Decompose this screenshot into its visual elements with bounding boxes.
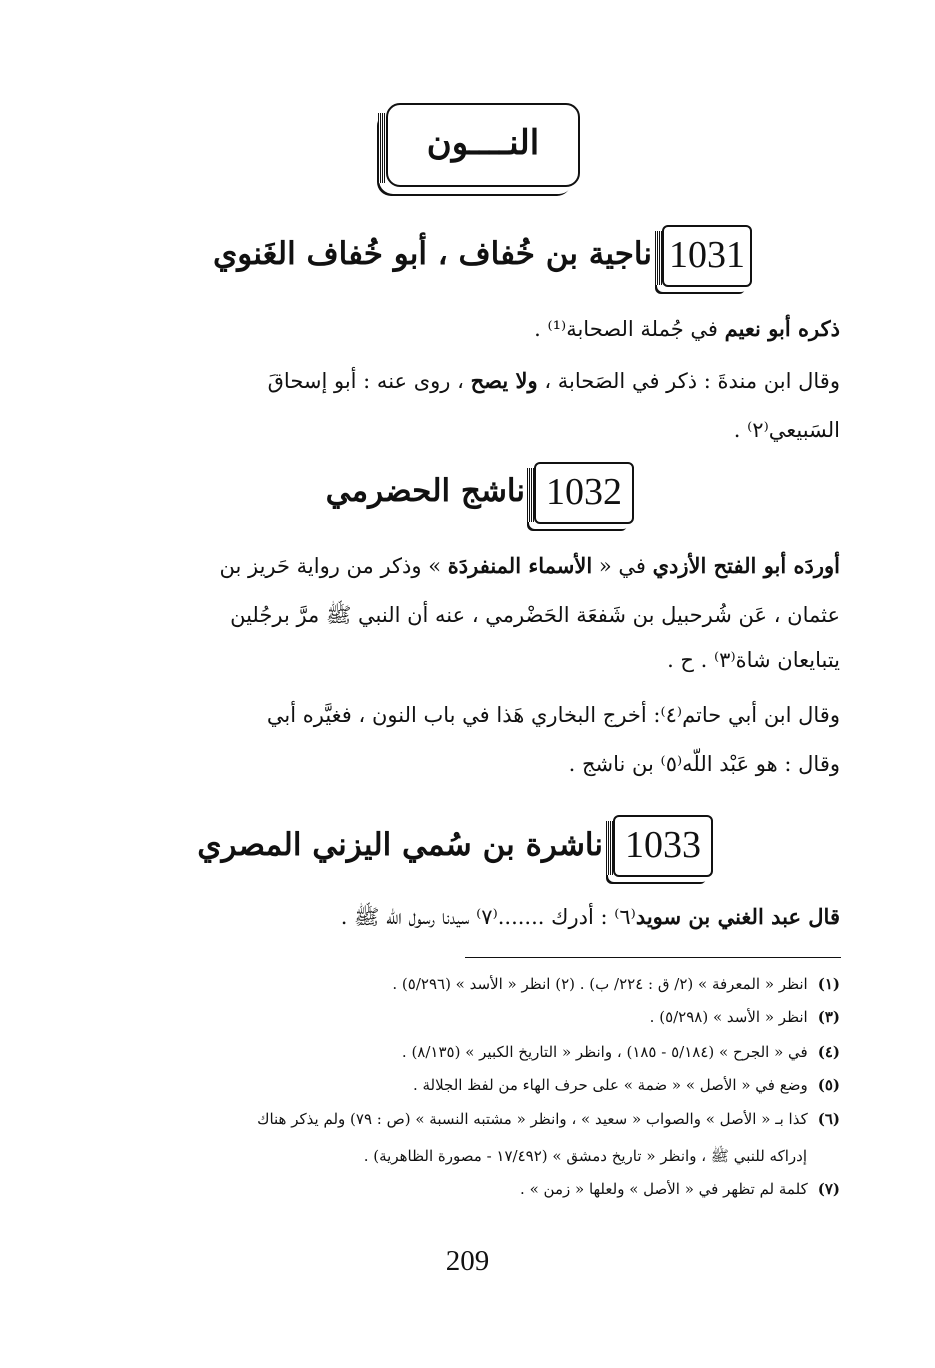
footnote	[520, 1180, 840, 1198]
footnote-number: (٧)	[817, 1180, 840, 1198]
text-line	[267, 703, 840, 727]
footnote-number: (٦)	[817, 1110, 840, 1128]
footnote-text: وضع في « الأصل » « ضمة » على حرف الهاء من لفظ الجلالة .	[412, 1076, 808, 1094]
entry-number-box	[534, 462, 634, 524]
entry-number: 1031	[669, 234, 745, 276]
text-line	[219, 553, 840, 578]
bold-phrase: ذكره أبو نعيم	[724, 316, 840, 341]
entry-number: 1032	[546, 471, 622, 513]
section-title: النــــون	[426, 123, 540, 163]
entry-title: ناشج الحضرمي	[325, 473, 525, 509]
entry-title: ناجية بن خُفاف ، أبو خُفاف الغَنوي	[213, 236, 652, 272]
entry-title: ناشرة بن سُمي اليزني المصري	[197, 827, 603, 863]
text-run: ، روى عنه : أبو إسحاقَ	[267, 369, 471, 393]
footnote	[402, 1043, 840, 1061]
bold-phrase: أوردَه أبو الفتح الأزدي	[652, 553, 840, 578]
bold-phrase: قال عبد الغني بن سويد	[635, 904, 840, 929]
footnote-text: إدراكه للنبي ﷺ ، وانظر « تاريخ دمشق » (١٧/٤٩٢ - مصورة الظاهرية) .	[363, 1147, 807, 1165]
footnote-number: (٣)	[817, 1008, 840, 1026]
footnote-text: كذا بـ « الأصل » والصواب « سعيد » ، وانظر « مشتبه النسبة » (ص : ٧٩) ولم يذكر هناك	[257, 1110, 808, 1128]
text-run: وقال : هو عَبْد اللّه⁽٥⁾ بن ناشج .	[568, 752, 840, 776]
entry-number-box	[613, 815, 713, 877]
footnote-text: انظر « المعرفة » (٢/ ق : ٢٢٤/ ب) . (٢) انظر « الأسد » (٥/٢٩٦) .	[392, 975, 808, 993]
text-line	[341, 904, 840, 935]
box-shadow-stripe	[606, 821, 613, 875]
box-shadow-stripe	[378, 113, 386, 183]
text-run: » وذكر من رواية حَريز بن	[219, 554, 448, 578]
text-run: في جُملة الصحابة⁽¹⁾ .	[534, 317, 725, 341]
text-run: في «	[592, 554, 653, 578]
section-header-box	[386, 103, 580, 187]
footnote-text: انظر « الأسد » (٥/٢٩٨) .	[649, 1008, 808, 1026]
text-run: السَبيعي⁽٢⁾ .	[733, 418, 840, 442]
text-run: ⁽٦⁾ : أدرك .......⁽٧⁾ سيدنا رسول اللّه ﷺ .	[340, 905, 636, 929]
box-shadow-stripe	[527, 468, 534, 522]
text-line	[268, 368, 840, 393]
text-run: يتبايعان شاة⁽٣⁾ . ح .	[667, 648, 840, 672]
bold-phrase: الأسماء المنفردَة	[447, 553, 593, 578]
footnote	[650, 1008, 840, 1026]
text-line	[569, 752, 840, 776]
text-run: وقال ابن أبي حاتم⁽٤⁾: أخرج البخاري هَذا في باب النون ، فغيَّره أبي	[266, 703, 840, 727]
footnote-number: (٤)	[817, 1043, 840, 1061]
footnote-number: (٥)	[817, 1076, 840, 1094]
footnote-number: (١)	[817, 975, 840, 993]
text-line	[230, 602, 840, 633]
text-line	[734, 418, 840, 442]
page-number: 209	[445, 1245, 490, 1277]
footnote-text: كلمة لم تظهر في « الأصل » ولعلها « زمن » .	[520, 1180, 808, 1198]
text-run: عثمان ، عَن شُرحبيل بن شَفعَة الحَضْرمي ، عنه أن النبي ﷺ مرَّ برجُلين	[230, 603, 840, 627]
footnote	[257, 1110, 840, 1128]
box-shadow-stripe	[655, 231, 662, 285]
text-line	[667, 648, 840, 672]
footnote	[413, 1076, 840, 1094]
footnote-text: في « الجرح » (٥/١٨٤ - ١٨٥) ، وانظر « التاريخ الكبير » (٨/١٣٥) .	[401, 1043, 808, 1061]
text-run: وقال ابن مندةَ : ذكر في الصَحابة ،	[537, 369, 840, 393]
bold-phrase: ولا يصح	[470, 368, 538, 393]
footnote-continuation	[364, 1147, 807, 1169]
footnote-separator	[465, 957, 841, 958]
text-line	[534, 316, 840, 341]
entry-number: 1033	[625, 824, 701, 866]
footnote	[392, 975, 840, 993]
entry-number-box	[662, 225, 752, 287]
